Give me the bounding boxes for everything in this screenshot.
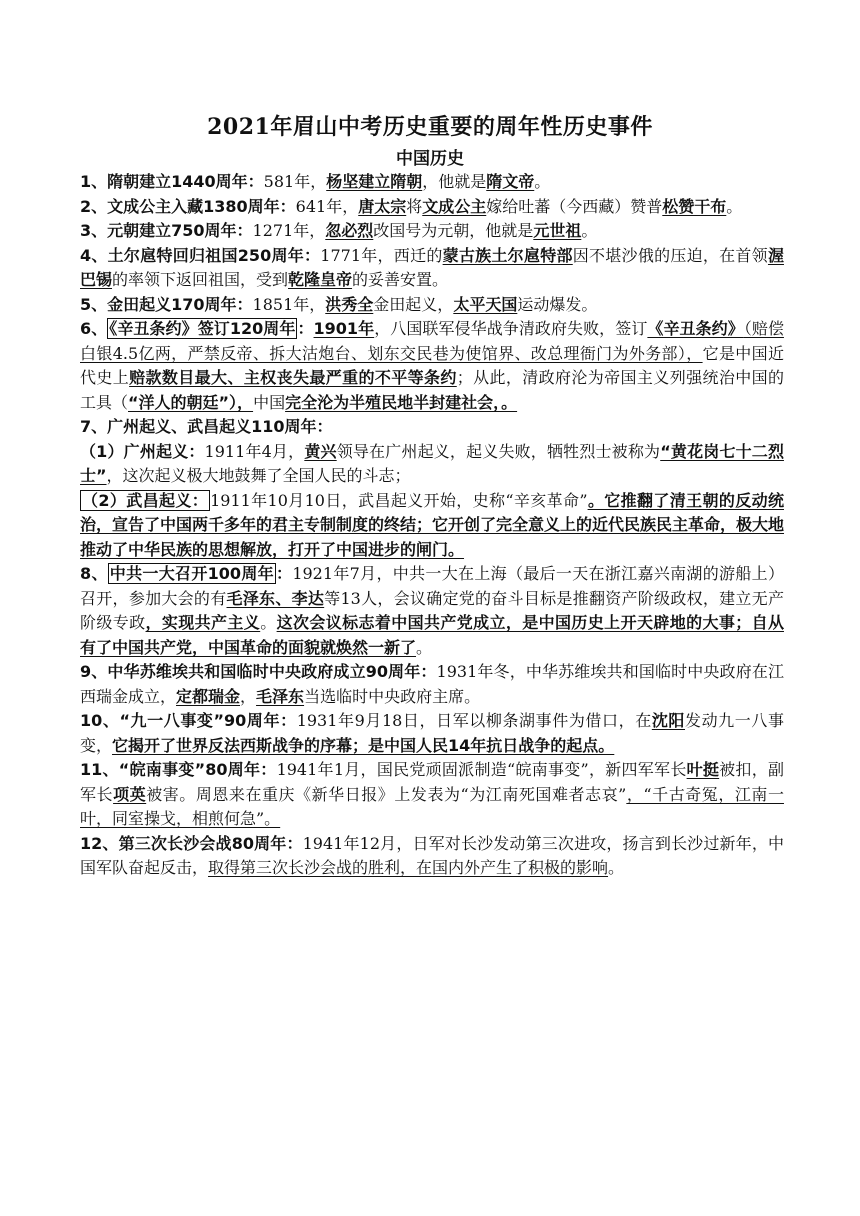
event-text: 嫁给吐蕃（今西藏）赞普: [486, 196, 663, 216]
event-heading-number: 6、: [80, 319, 108, 338]
key-term: 文成公主: [422, 196, 487, 216]
event-text: 因不堪沙俄的压迫，在首领: [572, 245, 768, 265]
event-heading: 9、中华苏维埃共和国临时中央政府成立90周年：: [80, 662, 437, 681]
event-text: 的妥善安置。: [352, 270, 449, 289]
key-term: 这次会议标志着中国共产党成立，是中国历史上开天辟地的大事；自从有了中国共产党，中国革命的面貌就焕然一新了: [80, 613, 784, 657]
key-term: 忽必烈: [325, 221, 374, 240]
event-item-5: [80, 293, 784, 318]
event-text: 被扣，副军长: [80, 760, 784, 804]
event-text: 641年，: [295, 196, 359, 216]
event-text: 发动九一八事变，: [80, 711, 784, 755]
heading-colon: ：: [275, 564, 293, 583]
key-term: “黄花岗七十二烈士”: [80, 441, 784, 485]
event-item-8: [80, 562, 784, 660]
event-heading: 3、元朝建立750周年：: [80, 221, 253, 240]
boxed-event-heading: 中共一大召开100周年: [109, 564, 274, 583]
event-text: 改国号为元朝，他就是: [373, 221, 534, 240]
key-term: 完全沦为半殖民地半封建社会，。: [285, 392, 518, 412]
event-text: 1911年10月10日，武昌起义开始，史称“辛亥革命”: [210, 490, 588, 510]
boxed-sub-heading: （2）武昌起义：: [82, 490, 209, 510]
key-term: 叶挺: [686, 760, 720, 779]
event-text: 金田起义，: [373, 294, 454, 314]
event-item-11: [80, 758, 784, 832]
key-term: 项英: [113, 784, 147, 804]
event-text: 1271年，: [252, 221, 326, 240]
event-text: 581年，: [263, 172, 327, 191]
event-item-6: [80, 317, 784, 415]
boxed-event-heading: 《辛丑条约》签订120周年: [109, 319, 296, 338]
event-item-1: [80, 170, 784, 195]
event-text: 1941年1月，国民党顽固派制造“皖南事变”，新四军军长: [276, 760, 687, 779]
event-item-3: [80, 219, 784, 244]
event-item-10: [80, 709, 784, 758]
key-term: 1901年: [313, 319, 375, 338]
event-text: ；从此，清政府沦为帝国主义列强统治中国的工具（: [80, 368, 784, 412]
key-term: 松赞干布: [662, 196, 727, 216]
event-heading: 12、第三次长沙会战80周年：: [80, 833, 303, 853]
key-term: 《辛丑条约》: [647, 319, 744, 338]
event-text: 中国: [253, 392, 286, 412]
event-text: 将: [406, 196, 423, 216]
event-item-4: [80, 244, 784, 293]
key-term: 蒙古族土尔扈特部: [442, 245, 573, 265]
event-text: 。: [726, 196, 743, 216]
key-term: 元世祖: [533, 221, 582, 240]
section-subtitle: 中国历史: [396, 149, 464, 169]
event-text: 1911年4月，: [204, 441, 305, 461]
event-item-12: [80, 832, 784, 881]
event-text: ，: [240, 686, 257, 706]
key-term: 唐太宗: [358, 196, 407, 216]
page-title: 2021年眉山中考历史重要的周年性历史事件: [207, 114, 653, 140]
event-text: 运动爆发。: [517, 294, 598, 314]
event-text: 1941年12月，日军对长沙发动第三次进攻，扬言到长沙过新年，中国军队奋起反击，: [80, 833, 784, 877]
event-text: 1921年7月，中共一大在上海（最后一天在浙江嘉兴南湖的游船上）召开，参加大会的有: [80, 564, 784, 608]
event-text: 1771年，西迁的: [320, 245, 443, 265]
underlined-text: 取得第三次长沙会战的胜利，在国内外产生了积极的影响: [208, 858, 609, 877]
key-term: 沈阳: [651, 711, 685, 730]
key-term: 渥巴锡: [80, 245, 784, 289]
event-heading-number: 8、: [80, 564, 108, 583]
event-heading: 7、广州起义、武昌起义110周年：: [80, 417, 333, 436]
event-text: 当选临时中央政府主席。: [304, 686, 481, 706]
event-text: 被害。周恩来在重庆《新华日报》上发表为“为江南死国难者志哀”: [146, 784, 627, 804]
key-term: 隋文帝: [486, 172, 535, 191]
key-term: 黄兴: [304, 441, 337, 461]
event-subitem-guangzhou: [80, 440, 784, 489]
event-text: ，这次起义极大地鼓舞了全国人民的斗志；: [106, 466, 411, 485]
event-text: ，八国联军侵华战争清政府失败，签订: [374, 319, 648, 338]
event-item-7: [80, 415, 784, 440]
event-subitem-wuchang: [80, 489, 784, 563]
event-text: 。: [260, 613, 277, 632]
event-heading: 11、“皖南事变”80周年：: [80, 760, 277, 779]
key-term: 。它推翻了清王朝的反动统治，宣告了中国两千多年的君主专制制度的终结；它开创了完全意义上的近代民族民主革命，极大地推动了中华民族的思想解放，打开了中国进步的闸门。: [80, 490, 785, 559]
event-text: 。: [608, 858, 625, 877]
event-item-9: [80, 660, 784, 709]
key-term: 太平天国: [453, 294, 518, 314]
event-text: 领导在广州起义，起义失败，牺牲烈士被称为: [336, 441, 661, 461]
event-heading: 2、文成公主入藏1380周年：: [80, 196, 296, 216]
key-term: 乾隆皇帝: [288, 270, 353, 289]
key-term: 毛泽东: [256, 686, 305, 706]
key-term: “洋人的朝廷”），: [128, 392, 254, 412]
underlined-text: ，“千古奇冤，江南一叶，同室操戈，相煎何急”。: [80, 784, 784, 828]
event-heading: 5、金田起义170周年：: [80, 294, 253, 314]
event-item-2: [80, 195, 784, 220]
event-text: 等13人，会议确定党的奋斗目标是推翻资产阶级政权，建立无产阶级专政: [80, 588, 784, 632]
key-term: 毛泽东、李达: [226, 588, 325, 608]
heading-colon: ：: [297, 319, 314, 338]
event-text: 。: [581, 221, 598, 240]
key-term: 赔款数目最大、主权丧失最严重的不平等条约: [129, 368, 457, 387]
event-text: 1931年冬，中华苏维埃共和国临时中央政府在江西瑞金成立，: [80, 662, 784, 706]
event-heading: 4、土尔扈特回归祖国250周年：: [80, 245, 321, 265]
event-text: ，他就是: [422, 172, 487, 191]
key-term: ，实现共产主义: [145, 613, 261, 632]
event-text: 。: [534, 172, 551, 191]
key-term: 它揭开了世界反法西斯战争的序幕；是中国人民14年抗日战争的起点。: [112, 735, 615, 755]
event-text: 。: [416, 637, 433, 657]
event-text: 1851年，: [252, 294, 326, 314]
underlined-text: （赔偿白银4.5亿两，严禁反帝、拆大沽炮台、划东交民巷为使馆界、改总理衙门为外务部），: [80, 319, 784, 363]
event-heading: 1、隋朝建立1440周年：: [80, 172, 264, 191]
event-text: 1931年9月18日，日军以柳条湖事件为借口，在: [296, 711, 652, 730]
document-body: [80, 170, 784, 881]
event-text: 它是中国近代史上: [80, 343, 784, 387]
key-term: 定都瑞金: [176, 686, 241, 706]
key-term: 洪秀全: [325, 294, 374, 314]
key-term: 杨坚建立隋朝: [326, 172, 423, 191]
sub-heading: （1）广州起义：: [80, 441, 205, 461]
event-heading: 10、“九一八事变”90周年：: [80, 711, 297, 730]
event-text: 的率领下返回祖国，受到: [112, 270, 289, 289]
